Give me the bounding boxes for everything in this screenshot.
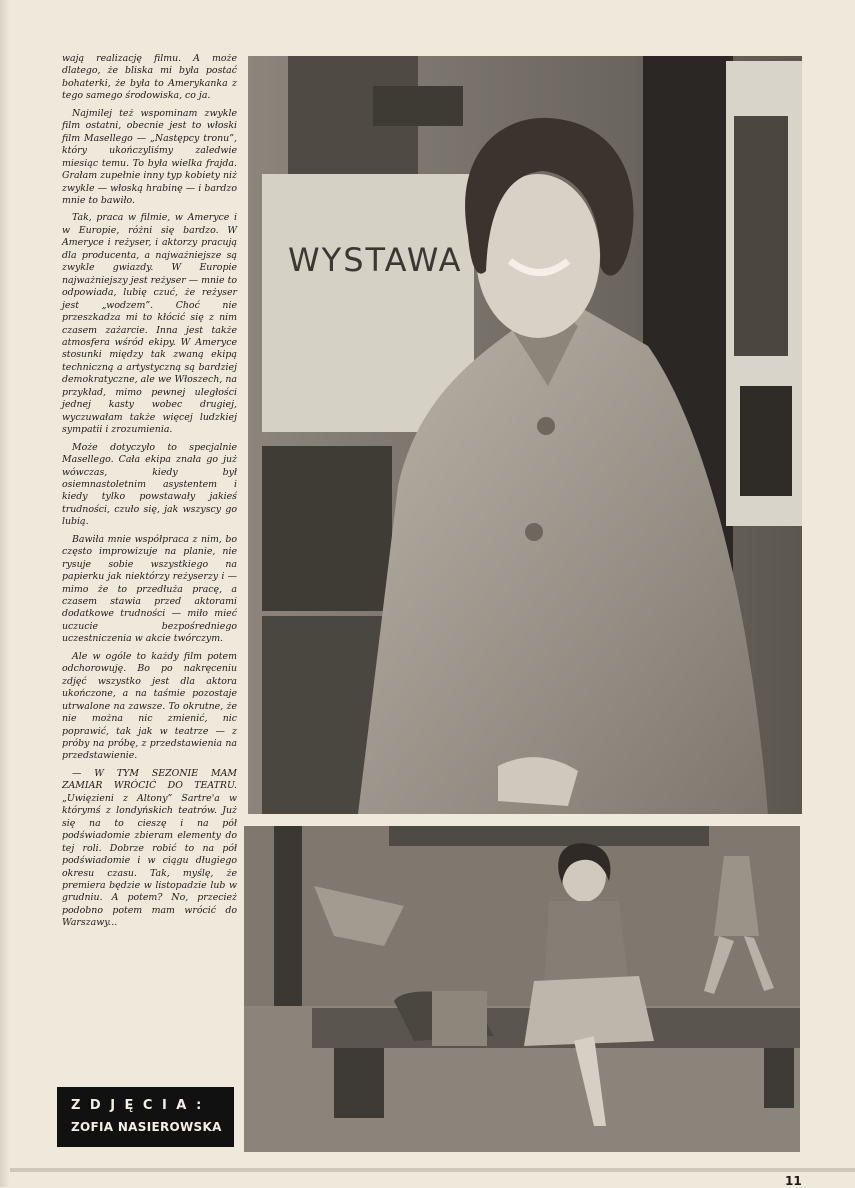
article-paragraph: — W TYM SEZONIE MAM ZAMIAR WRÓCIĆ DO TEATRU. „Uwięzieni z Altony” Sartre'a w którymś z londyńskich teatrów. Już się na to cieszę i na pół podświadomie zbieram elementy do tej roli. Dobrze robić to na pół podświadomie i w ciągu długiego okresu czasu. Tak, myślę, że premiera będzie w listopadzie lub w grudniu. A potem? No, przecież podobno potem mam wrócić do Warszawy...: [62, 767, 237, 929]
page-edge: [0, 0, 10, 1187]
bench-photo-illustration: [244, 826, 800, 1152]
article-paragraph: Może dotyczyło to specjalnie Masellego. Cała ekipa znała go już wówczas, kiedy był osiemnastoletnim asystentem i kiedy tylko powstawały jakieś trudności, czuło się, jak wszyscy go lubią.: [62, 441, 237, 528]
exhibition-sign-text: WYSTAWA: [288, 241, 463, 279]
article-paragraph: Bawiła mnie współpraca z nim, bo często improwizuje na planie, nie rysuje sobie wszystkiego na papierku jak niektórzy reżyserzy i — mimo że to przedłuża pracę, a czasem stawia przed aktorami dodatkowe trudności — miło mieć uczucie bezpośredniego uczestniczenia w akcie twórczym.: [62, 533, 237, 645]
article-paragraph: Ale w ogóle to każdy film potem odchorowuję. Bo po nakręceniu zdjęć wszystko jest dla aktora ukończone, a na taśmie pozostaje utrwalone na zawsze. To okrutne, że nie można nic zmienić, nic poprawić, tak jak w teatrze — z próby na próbę, z przedstawienia na przedstawienie.: [62, 650, 237, 762]
article-paragraph: wają realizację filmu. A może dlatego, że bliska mi była postać bohaterki, że była to Amerykanka z tego samego środowiska, co ja.: [62, 53, 237, 102]
photo-credit-label: ZDJĘCIA:: [71, 1098, 211, 1113]
page-bottom-rule: [10, 1168, 855, 1172]
article-paragraph: Najmilej też wspominam zwykle film ostatni, obecnie jest to włoski film Masellego — „Następcy tronu”, który ukończyliśmy zaledwie miesiąc temu. To była wielka frajda. Grałam zupełnie inny typ kobiety niż zwykle — włoską hrabinę — i bardzo mnie to bawiło.: [62, 107, 237, 206]
portrait-photo: [248, 56, 802, 814]
article-paragraph: Tak, praca w filmie, w Ameryce i w Europie, różni się bardzo. W Ameryce i reżyser, i aktorzy pracują dla producenta, a najważniejsze są zwykle gwiazdy. W Europie najważniejszy jest reżyser — mnie to odpowiada, lubię czuć, że reżyser jest „wodzem”. Choć nie przeszkadza mi to kłócić się z nim czasem zażarcie. Inna jest także atmosfera wśród ekipy. W Ameryce stosunki między tak zwaną ekipą techniczną a artystyczną są bardziej demokratyczne, ale we Włoszech, na przykład, mimo pewnej uległości jednej kasty wobec drugiej, wyczuwałam także więcej ludzkiej sympatii i zrozumienia.: [62, 212, 237, 436]
photo-credit-name: ZOFIA NASIEROWSKA: [71, 1120, 222, 1134]
page-number: 11: [785, 1174, 802, 1188]
photo-credit-box: [57, 1087, 234, 1147]
article-column: [62, 53, 237, 935]
portrait-photo-illustration: [248, 56, 802, 814]
bench-photo: [244, 826, 800, 1152]
